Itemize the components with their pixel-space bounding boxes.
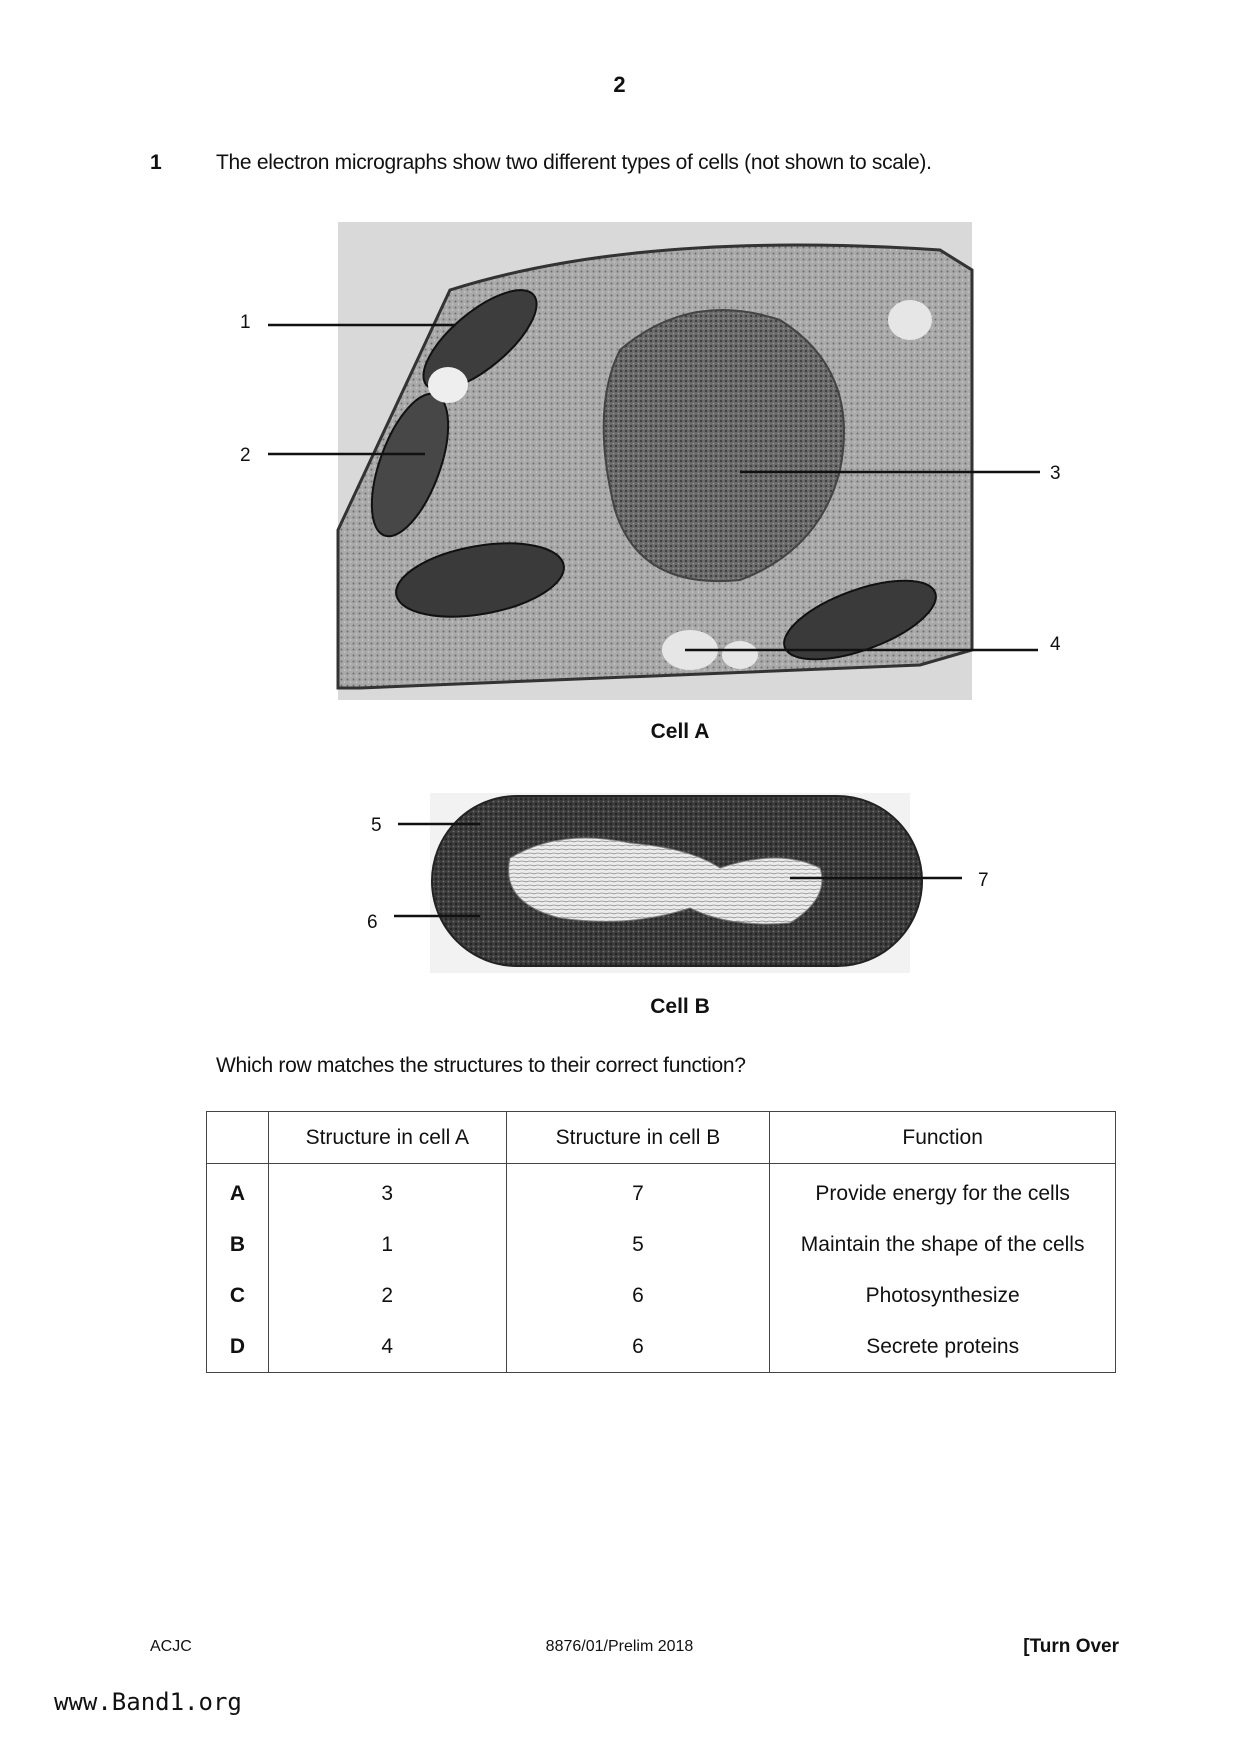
- table-row: [207, 1321, 1116, 1373]
- function-value: Maintain the shape of the cells: [770, 1219, 1116, 1270]
- question-prompt: Which row matches the structures to their correct function?: [216, 1054, 746, 1077]
- footer-school: ACJC: [150, 1638, 192, 1655]
- option-label: D: [229, 1334, 246, 1358]
- cell-b-value: 6: [506, 1270, 770, 1321]
- cell-b-label-5: 5: [371, 815, 382, 836]
- page-number: 2: [613, 72, 626, 97]
- cell-a-value: 2: [268, 1270, 506, 1321]
- vacuole-shape: [722, 641, 758, 669]
- cell-a-label-2: 2: [240, 445, 251, 466]
- table-header-row: [207, 1112, 1116, 1164]
- cell-b-caption: Cell B: [650, 995, 710, 1018]
- cell-a-label-1: 1: [240, 312, 251, 333]
- header-structure-a: Structure in cell A: [268, 1112, 506, 1164]
- cell-b-value: 5: [506, 1219, 770, 1270]
- table-row: [207, 1164, 1116, 1220]
- cell-a-label-4: 4: [1050, 634, 1061, 655]
- vacuole-shape: [428, 367, 468, 403]
- header-function: Function: [770, 1112, 1116, 1164]
- option-label: C: [229, 1283, 246, 1307]
- cell-b-value: 6: [506, 1321, 770, 1373]
- answer-table: [206, 1111, 1116, 1373]
- table-row: [207, 1219, 1116, 1270]
- cell-a-caption: Cell A: [650, 720, 710, 743]
- option-label: B: [229, 1232, 246, 1256]
- footer-turn-over: [Turn Over: [1023, 1636, 1119, 1657]
- cell-a-micrograph: [220, 210, 1080, 700]
- vacuole-shape: [888, 300, 932, 340]
- cell-a-label-3: 3: [1050, 463, 1061, 484]
- cell-b-label-6: 6: [367, 912, 378, 933]
- cell-a-value: 3: [268, 1164, 506, 1220]
- cell-b-image: [430, 793, 922, 973]
- cell-a-image: [338, 222, 972, 700]
- header-structure-b: Structure in cell B: [506, 1112, 770, 1164]
- question-text: The electron micrographs show two different types of cells (not shown to scale).: [216, 151, 932, 174]
- cell-b-value: 7: [506, 1164, 770, 1220]
- cell-a-value: 4: [268, 1321, 506, 1373]
- watermark: www.Band1.org: [54, 1688, 242, 1716]
- table-row: [207, 1270, 1116, 1321]
- cell-b-micrograph: [390, 788, 970, 978]
- footer-paper-code: 8876/01/Prelim 2018: [545, 1638, 694, 1655]
- cell-a-value: 1: [268, 1219, 506, 1270]
- header-blank: [207, 1112, 269, 1164]
- function-value: Photosynthesize: [770, 1270, 1116, 1321]
- cell-b-label-7: 7: [978, 870, 989, 891]
- option-label: A: [229, 1181, 246, 1205]
- function-value: Secrete proteins: [770, 1321, 1116, 1373]
- function-value: Provide energy for the cells: [770, 1164, 1116, 1220]
- question-number: 1: [150, 151, 162, 174]
